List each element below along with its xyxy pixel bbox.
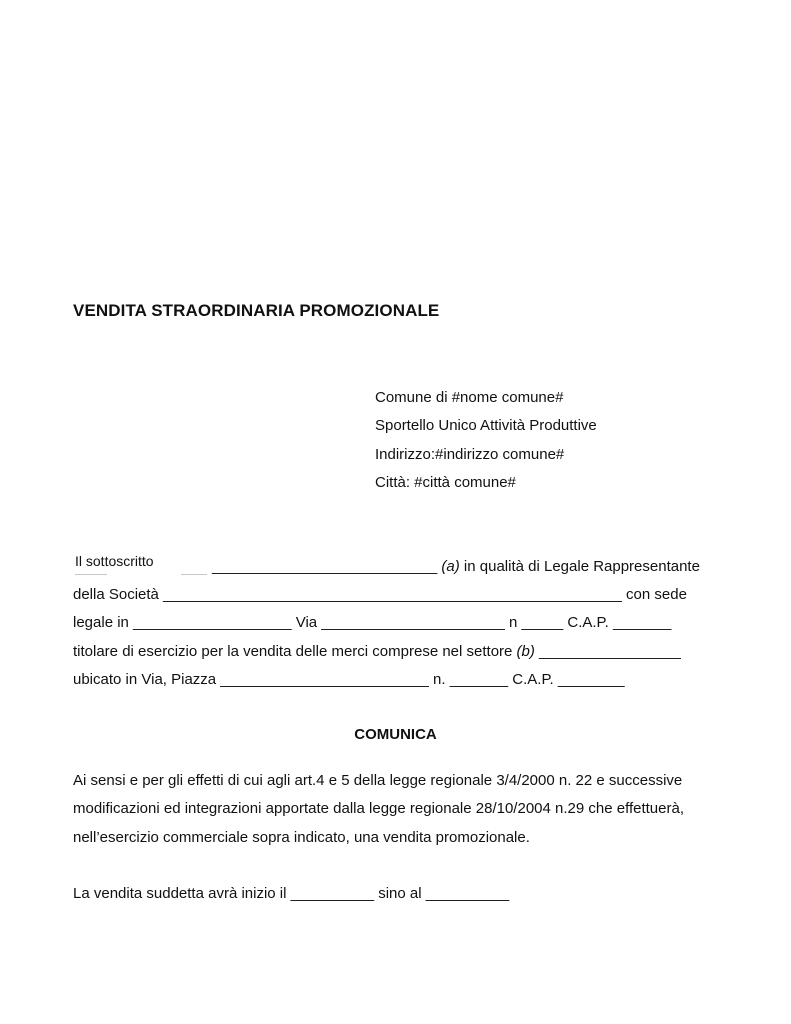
undersigned-label: Il sottoscritto (75, 553, 154, 569)
recipient-address: Indirizzo:#indirizzo comune# (375, 446, 565, 463)
sector-text: titolare di esercizio per la vendita delle merci comprese nel settore (73, 643, 517, 660)
role-text: in qualità di Legale Rappresentante (459, 558, 700, 575)
body-line: modificazioni ed integrazioni apportate dalla legge regionale 28/10/2004 n.29 che effettuerà, (73, 800, 684, 817)
note-marker-b: (b) (516, 643, 535, 660)
sector-row (73, 643, 681, 661)
faint-field-marker (75, 574, 107, 575)
undersigned-row (212, 558, 700, 576)
location-row: ubicato in Via, Piazza _________________________ n. _______ C.A.P. ________ (73, 671, 625, 688)
name-blank: ___________________________ (212, 558, 438, 575)
legal-seat-row: legale in ___________________ Via ______________________ n _____ C.A.P. _______ (73, 614, 672, 631)
sector-blank: _________________ (534, 643, 681, 660)
document-title: VENDITA STRAORDINARIA PROMOZIONALE (73, 301, 440, 320)
company-row: della Società _______________________________________________________ con sede (73, 586, 687, 603)
section-heading: COMUNICA (354, 726, 437, 743)
note-marker-a: (a) (441, 558, 460, 575)
faint-field-marker (181, 574, 207, 575)
sale-dates-row: La vendita suddetta avrà inizio il __________ sino al __________ (73, 885, 510, 902)
recipient-city: Città: #città comune# (375, 474, 516, 491)
body-line: Ai sensi e per gli effetti di cui agli art.4 e 5 della legge regionale 3/4/2000 n. 22 e successive (73, 772, 683, 789)
body-line: nell’esercizio commerciale sopra indicato, una vendita promozionale. (73, 829, 530, 846)
recipient-municipality: Comune di #nome comune# (375, 389, 564, 406)
recipient-office: Sportello Unico Attività Produttive (375, 417, 597, 434)
